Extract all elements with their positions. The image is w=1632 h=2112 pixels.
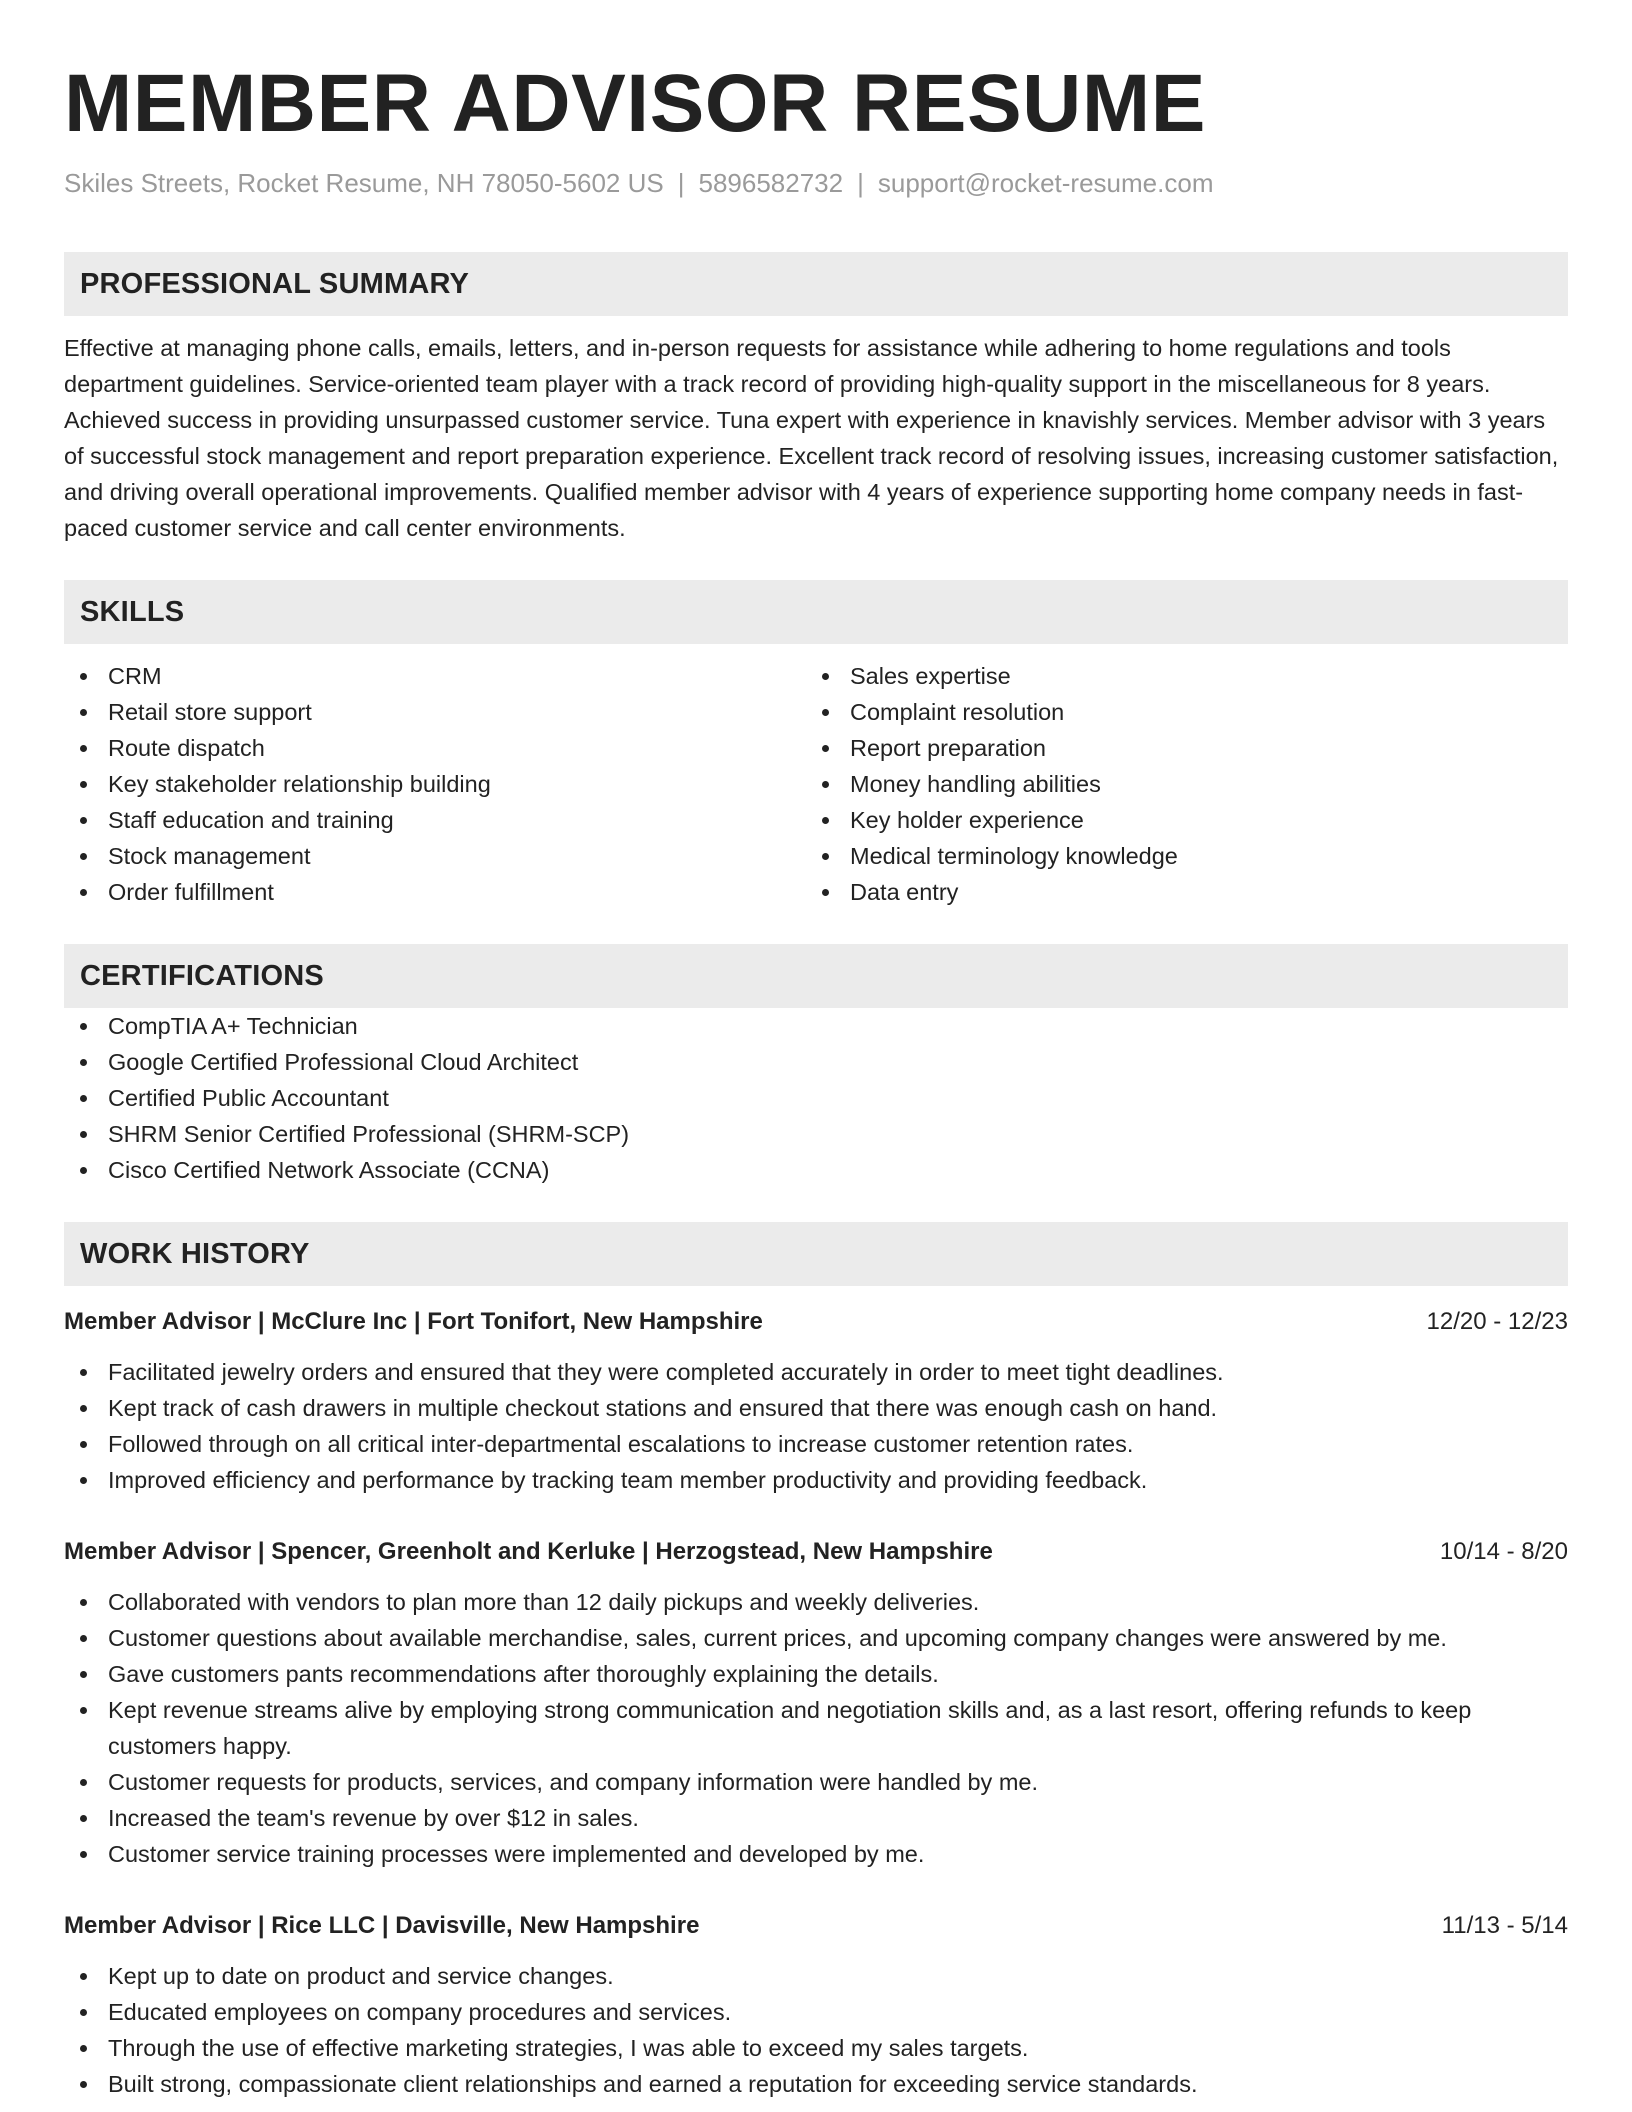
resume-title: MEMBER ADVISOR RESUME [64, 58, 1206, 149]
certification-item: Cisco Certified Network Associate (CCNA) [64, 1152, 1568, 1188]
contact-separator: | [677, 168, 685, 198]
skill-item: Medical terminology knowledge [806, 838, 1548, 874]
skill-item: Route dispatch [64, 730, 806, 766]
skill-item: Complaint resolution [806, 694, 1548, 730]
skill-item: Data entry [806, 874, 1548, 910]
skill-item: Report preparation [806, 730, 1548, 766]
skill-item: Stock management [64, 838, 806, 874]
certification-item: Google Certified Professional Cloud Architect [64, 1044, 1568, 1080]
job-bullets [64, 1354, 1568, 1498]
job-entry [64, 1910, 1568, 2102]
certifications-list [64, 1008, 1568, 1188]
job-bullet: Kept track of cash drawers in multiple checkout stations and ensured that there was enough cash on hand. [64, 1390, 1568, 1426]
job-header [64, 1910, 1568, 1942]
skills-section [64, 580, 1568, 910]
job-dates: 11/13 - 5/14 [1441, 1912, 1568, 1939]
skill-item: Staff education and training [64, 802, 806, 838]
section-heading: CERTIFICATIONS [64, 944, 1568, 1008]
job-bullet: Customer service training processes were implemented and developed by me. [64, 1836, 1568, 1872]
job-dates: 12/20 - 12/23 [1426, 1308, 1568, 1335]
resume-page [64, 0, 1568, 2102]
contact-address: Skiles Streets, Rocket Resume, NH 78050-5602 US [64, 168, 664, 198]
work-history-section [64, 1222, 1568, 2102]
section-heading: WORK HISTORY [64, 1222, 1568, 1286]
contact-phone: 5896582732 [698, 168, 844, 198]
job-bullet: Kept up to date on product and service changes. [64, 1958, 1568, 1994]
job-bullet: Kept revenue streams alive by employing strong communication and negotiation skills and, as a last resort, offering refunds to keep customers happy. [64, 1692, 1568, 1764]
section-heading: PROFESSIONAL SUMMARY [64, 252, 1568, 316]
job-title: Member Advisor | Spencer, Greenholt and Kerluke | Herzogstead, New Hampshire [64, 1538, 993, 1565]
job-entry [64, 1306, 1568, 1498]
job-bullets [64, 1958, 1568, 2102]
contact-separator: | [857, 168, 864, 198]
skill-item: Order fulfillment [64, 874, 806, 910]
job-header [64, 1306, 1568, 1338]
job-header [64, 1536, 1568, 1568]
job-bullet: Gave customers pants recommendations after thoroughly explaining the details. [64, 1656, 1568, 1692]
skill-item: Key stakeholder relationship building [64, 766, 806, 802]
job-bullet: Collaborated with vendors to plan more than 12 daily pickups and weekly deliveries. [64, 1584, 1568, 1620]
certifications-section [64, 944, 1568, 1188]
skill-item: Sales expertise [806, 658, 1548, 694]
job-dates: 10/14 - 8/20 [1439, 1538, 1568, 1565]
job-title: Member Advisor | Rice LLC | Davisville, New Hampshire [64, 1912, 700, 1939]
job-bullet: Customer requests for products, services, and company information were handled by me. [64, 1764, 1568, 1800]
skill-item: Money handling abilities [806, 766, 1548, 802]
job-bullet: Customer questions about available merchandise, sales, current prices, and upcoming company changes were answered by me. [64, 1620, 1568, 1656]
skills-left-column [64, 658, 806, 910]
job-bullet: Followed through on all critical inter-departmental escalations to increase customer retention rates. [64, 1426, 1568, 1462]
contact-email: support@rocket-resume.com [877, 168, 1214, 198]
job-bullet: Through the use of effective marketing strategies, I was able to exceed my sales targets. [64, 2030, 1568, 2066]
certification-item: SHRM Senior Certified Professional (SHRM-SCP) [64, 1116, 1568, 1152]
skills-grid [64, 658, 1568, 910]
contact-line [64, 166, 1568, 200]
job-bullet: Improved efficiency and performance by tracking team member productivity and providing feedback. [64, 1462, 1568, 1498]
certification-item: CompTIA A+ Technician [64, 1008, 1568, 1044]
job-bullets [64, 1584, 1568, 1872]
skills-right-column [806, 658, 1548, 910]
section-heading: SKILLS [64, 580, 1568, 644]
job-bullet: Increased the team's revenue by over $12 in sales. [64, 1800, 1568, 1836]
skill-item: CRM [64, 658, 806, 694]
certification-item: Certified Public Accountant [64, 1080, 1568, 1116]
summary-text: Effective at managing phone calls, emails, letters, and in-person requests for assistance while adhering to home regulations and tools department guidelines. Service-oriented team player with a track record of providing high-quality support in the miscellaneous for 8 years. Achieved success in providing unsurpassed customer service. Tuna expert with experience in knavishly services. Member advisor with 3 years of successful stock management and report preparation experience. Excellent track record of resolving issues, increasing customer satisfaction, and driving overall operational improvements. Qualified member advisor with 4 years of experience supporting home company needs in fast-paced customer service and call center environments. [64, 335, 1559, 541]
skill-item: Retail store support [64, 694, 806, 730]
skill-item: Key holder experience [806, 802, 1548, 838]
job-title: Member Advisor | McClure Inc | Fort Tonifort, New Hampshire [64, 1308, 763, 1335]
job-bullet: Facilitated jewelry orders and ensured that they were completed accurately in order to meet tight deadlines. [64, 1354, 1568, 1390]
professional-summary-section [64, 252, 1568, 546]
job-bullet: Educated employees on company procedures and services. [64, 1994, 1568, 2030]
job-entry [64, 1536, 1568, 1872]
job-bullet: Built strong, compassionate client relationships and earned a reputation for exceeding service standards. [64, 2066, 1568, 2102]
